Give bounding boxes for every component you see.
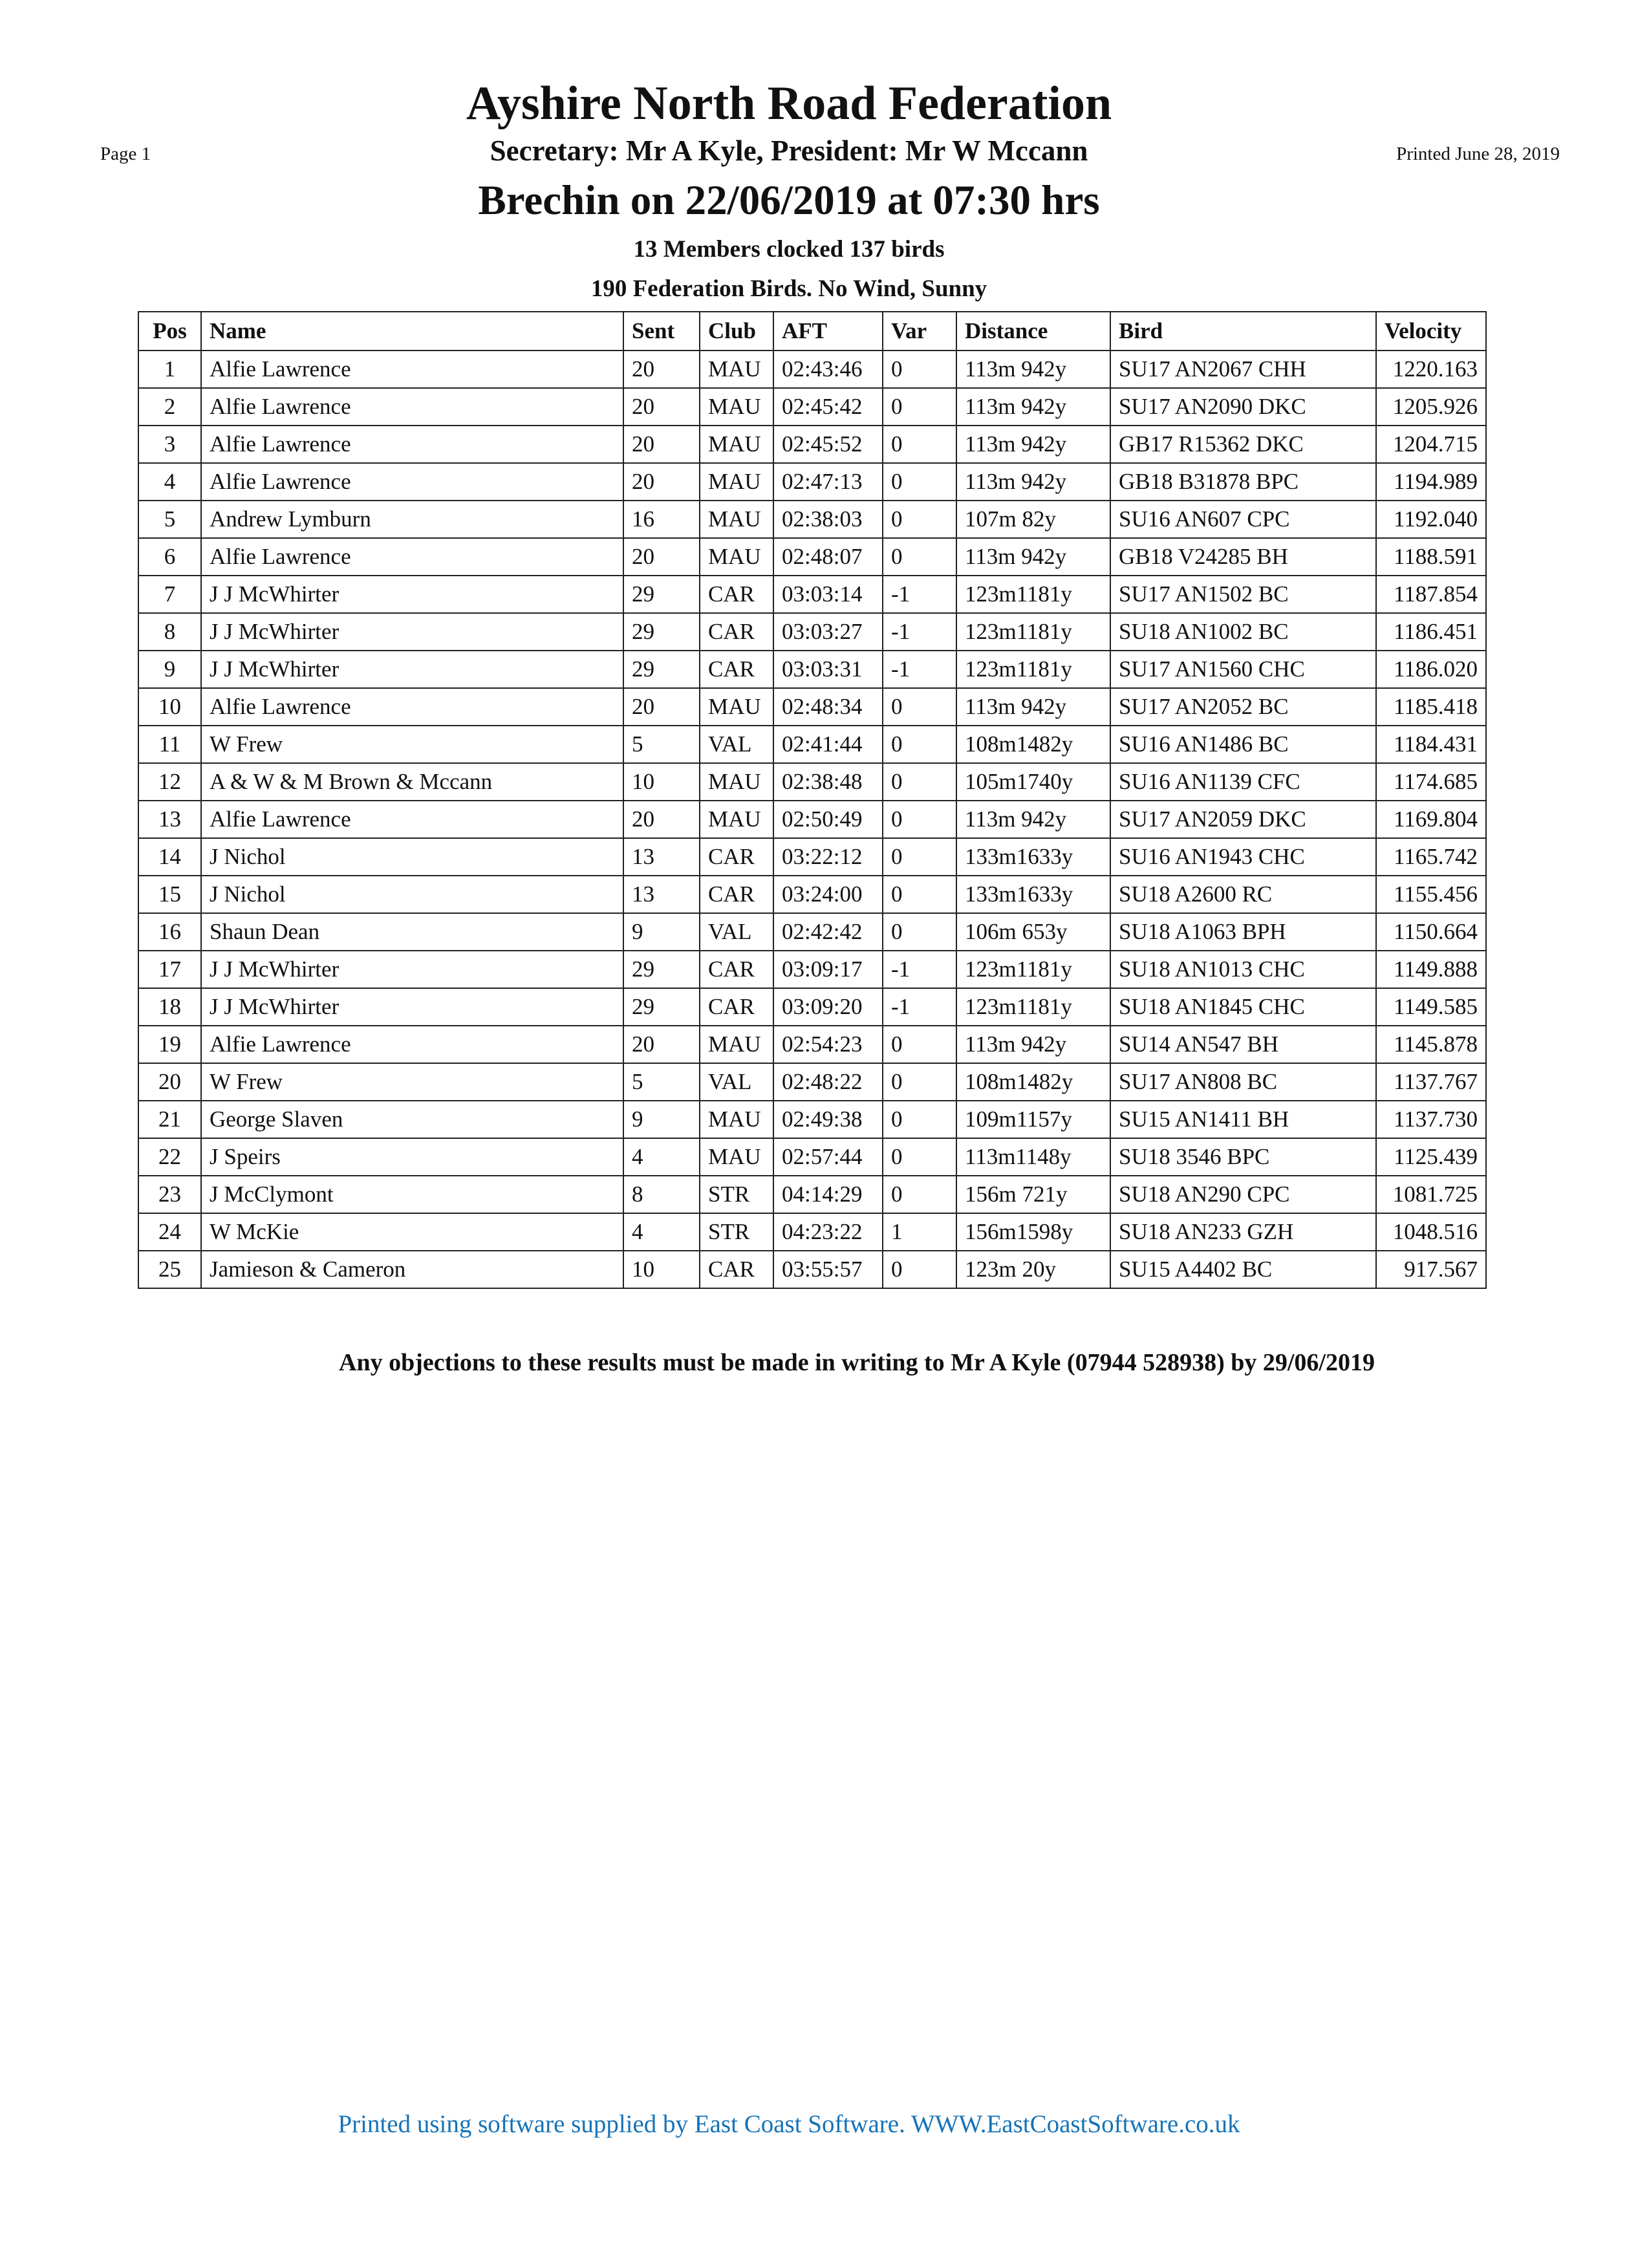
table-row: [138, 801, 1486, 838]
race-heading: Brechin on 22/06/2019 at 07:30 hrs: [478, 177, 1100, 224]
cell-distance: 156m1598y: [956, 1213, 1110, 1251]
cell-aft: 03:55:57: [773, 1251, 883, 1288]
cell-pos: 7: [138, 576, 201, 613]
cell-sent: 20: [623, 388, 700, 426]
cell-distance: 113m 942y: [956, 801, 1110, 838]
cell-distance: 133m1633y: [956, 838, 1110, 876]
cell-distance: 113m 942y: [956, 351, 1110, 388]
cell-var: 0: [883, 351, 956, 388]
cell-pos: 8: [138, 613, 201, 651]
cell-var: -1: [883, 651, 956, 688]
table-row: [138, 1176, 1486, 1213]
table-row: [138, 463, 1486, 501]
cell-distance: 109m1157y: [956, 1101, 1110, 1138]
cell-aft: 04:14:29: [773, 1176, 883, 1213]
cell-bird: SU14 AN547 BH: [1110, 1026, 1376, 1063]
cell-club: MAU: [700, 538, 773, 576]
cell-pos: 12: [138, 763, 201, 801]
cell-bird: SU16 AN1943 CHC: [1110, 838, 1376, 876]
table-row: [138, 1063, 1486, 1101]
cell-velocity: 1205.926: [1376, 388, 1486, 426]
table-header-row: [138, 312, 1486, 351]
cell-aft: 02:50:49: [773, 801, 883, 838]
cell-pos: 14: [138, 838, 201, 876]
column-header-distance: Distance: [956, 312, 1110, 351]
table-row: [138, 988, 1486, 1026]
cell-sent: 13: [623, 838, 700, 876]
cell-name: Jamieson & Cameron: [201, 1251, 623, 1288]
column-header-var: Var: [883, 312, 956, 351]
cell-velocity: 1149.585: [1376, 988, 1486, 1026]
results-body: [138, 351, 1486, 1288]
cell-bird: SU17 AN808 BC: [1110, 1063, 1376, 1101]
cell-velocity: 1186.020: [1376, 651, 1486, 688]
cell-name: George Slaven: [201, 1101, 623, 1138]
cell-bird: SU15 AN1411 BH: [1110, 1101, 1376, 1138]
cell-velocity: 1137.767: [1376, 1063, 1486, 1101]
column-header-sent: Sent: [623, 312, 700, 351]
cell-var: 0: [883, 463, 956, 501]
cell-club: MAU: [700, 463, 773, 501]
cell-distance: 156m 721y: [956, 1176, 1110, 1213]
cell-pos: 13: [138, 801, 201, 838]
cell-club: MAU: [700, 801, 773, 838]
cell-var: 0: [883, 913, 956, 951]
cell-name: J J McWhirter: [201, 951, 623, 988]
cell-bird: SU18 AN1013 CHC: [1110, 951, 1376, 988]
cell-sent: 20: [623, 426, 700, 463]
cell-bird: GB17 R15362 DKC: [1110, 426, 1376, 463]
cell-velocity: 1192.040: [1376, 501, 1486, 538]
cell-velocity: 1220.163: [1376, 351, 1486, 388]
cell-aft: 03:03:31: [773, 651, 883, 688]
cell-name: Alfie Lawrence: [201, 801, 623, 838]
cell-distance: 113m 942y: [956, 688, 1110, 726]
cell-name: J J McWhirter: [201, 651, 623, 688]
cell-pos: 10: [138, 688, 201, 726]
cell-bird: SU16 AN1139 CFC: [1110, 763, 1376, 801]
cell-var: 0: [883, 501, 956, 538]
cell-club: MAU: [700, 426, 773, 463]
cell-sent: 29: [623, 651, 700, 688]
cell-velocity: 917.567: [1376, 1251, 1486, 1288]
cell-aft: 03:22:12: [773, 838, 883, 876]
cell-velocity: 1150.664: [1376, 913, 1486, 951]
cell-distance: 106m 653y: [956, 913, 1110, 951]
cell-sent: 5: [623, 1063, 700, 1101]
cell-aft: 03:09:20: [773, 988, 883, 1026]
cell-var: 0: [883, 726, 956, 763]
cell-var: 1: [883, 1213, 956, 1251]
cell-club: MAU: [700, 688, 773, 726]
cell-sent: 5: [623, 726, 700, 763]
federation-birds-weather: 190 Federation Birds. No Wind, Sunny: [590, 275, 987, 302]
cell-name: A & W & M Brown & Mccann: [201, 763, 623, 801]
table-row: [138, 651, 1486, 688]
cell-bird: SU17 AN2052 BC: [1110, 688, 1376, 726]
cell-bird: SU18 AN1845 CHC: [1110, 988, 1376, 1026]
cell-var: 0: [883, 763, 956, 801]
cell-pos: 1: [138, 351, 201, 388]
cell-sent: 29: [623, 988, 700, 1026]
cell-pos: 4: [138, 463, 201, 501]
cell-bird: SU18 AN233 GZH: [1110, 1213, 1376, 1251]
cell-aft: 02:41:44: [773, 726, 883, 763]
cell-name: J Nichol: [201, 876, 623, 913]
cell-pos: 25: [138, 1251, 201, 1288]
members-clocked: 13 Members clocked 137 birds: [633, 236, 945, 263]
cell-name: Alfie Lawrence: [201, 688, 623, 726]
cell-velocity: 1204.715: [1376, 426, 1486, 463]
cell-distance: 123m1181y: [956, 988, 1110, 1026]
cell-aft: 02:49:38: [773, 1101, 883, 1138]
table-row: [138, 351, 1486, 388]
objections-notice: Any objections to these results must be made in writing to Mr A Kyle (07944 528938) by 29/06/2019: [339, 1349, 1375, 1376]
cell-distance: 113m 942y: [956, 388, 1110, 426]
cell-aft: 04:23:22: [773, 1213, 883, 1251]
cell-sent: 10: [623, 763, 700, 801]
cell-name: Alfie Lawrence: [201, 538, 623, 576]
table-row: [138, 763, 1486, 801]
cell-pos: 19: [138, 1026, 201, 1063]
cell-name: J McClymont: [201, 1176, 623, 1213]
cell-aft: 02:54:23: [773, 1026, 883, 1063]
cell-club: VAL: [700, 913, 773, 951]
table-row: [138, 1101, 1486, 1138]
cell-sent: 10: [623, 1251, 700, 1288]
cell-bird: SU15 A4402 BC: [1110, 1251, 1376, 1288]
cell-club: CAR: [700, 576, 773, 613]
cell-velocity: 1155.456: [1376, 876, 1486, 913]
cell-sent: 20: [623, 688, 700, 726]
cell-bird: SU17 AN2059 DKC: [1110, 801, 1376, 838]
cell-pos: 17: [138, 951, 201, 988]
cell-club: CAR: [700, 876, 773, 913]
cell-name: Alfie Lawrence: [201, 426, 623, 463]
cell-velocity: 1165.742: [1376, 838, 1486, 876]
table-row: [138, 1026, 1486, 1063]
cell-sent: 4: [623, 1213, 700, 1251]
cell-name: Alfie Lawrence: [201, 351, 623, 388]
column-header-aft: AFT: [773, 312, 883, 351]
cell-club: CAR: [700, 1251, 773, 1288]
cell-bird: SU18 AN290 CPC: [1110, 1176, 1376, 1213]
cell-name: W Frew: [201, 1063, 623, 1101]
cell-pos: 24: [138, 1213, 201, 1251]
cell-distance: 113m1148y: [956, 1138, 1110, 1176]
cell-club: STR: [700, 1213, 773, 1251]
table-row: [138, 538, 1486, 576]
cell-velocity: 1137.730: [1376, 1101, 1486, 1138]
cell-aft: 02:48:07: [773, 538, 883, 576]
cell-club: CAR: [700, 951, 773, 988]
cell-sent: 29: [623, 951, 700, 988]
cell-club: MAU: [700, 501, 773, 538]
cell-pos: 16: [138, 913, 201, 951]
cell-velocity: 1188.591: [1376, 538, 1486, 576]
cell-sent: 9: [623, 1101, 700, 1138]
cell-sent: 20: [623, 1026, 700, 1063]
cell-var: 0: [883, 876, 956, 913]
column-header-velocity: Velocity: [1376, 312, 1486, 351]
cell-name: J Speirs: [201, 1138, 623, 1176]
table-row: [138, 876, 1486, 913]
cell-aft: 02:57:44: [773, 1138, 883, 1176]
cell-aft: 02:38:03: [773, 501, 883, 538]
cell-distance: 123m1181y: [956, 651, 1110, 688]
cell-velocity: 1194.989: [1376, 463, 1486, 501]
cell-pos: 22: [138, 1138, 201, 1176]
cell-sent: 20: [623, 538, 700, 576]
cell-name: J Nichol: [201, 838, 623, 876]
cell-distance: 108m1482y: [956, 726, 1110, 763]
cell-pos: 23: [138, 1176, 201, 1213]
cell-distance: 123m 20y: [956, 1251, 1110, 1288]
cell-club: MAU: [700, 763, 773, 801]
cell-var: 0: [883, 688, 956, 726]
cell-pos: 15: [138, 876, 201, 913]
cell-pos: 18: [138, 988, 201, 1026]
cell-velocity: 1149.888: [1376, 951, 1486, 988]
cell-distance: 123m1181y: [956, 613, 1110, 651]
cell-velocity: 1185.418: [1376, 688, 1486, 726]
cell-name: Alfie Lawrence: [201, 463, 623, 501]
cell-name: J J McWhirter: [201, 613, 623, 651]
cell-bird: SU18 3546 BPC: [1110, 1138, 1376, 1176]
cell-club: VAL: [700, 726, 773, 763]
cell-bird: SU16 AN1486 BC: [1110, 726, 1376, 763]
cell-var: 0: [883, 538, 956, 576]
cell-bird: GB18 B31878 BPC: [1110, 463, 1376, 501]
cell-var: 0: [883, 801, 956, 838]
cell-velocity: 1184.431: [1376, 726, 1486, 763]
cell-var: 0: [883, 1176, 956, 1213]
cell-club: CAR: [700, 651, 773, 688]
cell-distance: 113m 942y: [956, 426, 1110, 463]
cell-var: 0: [883, 838, 956, 876]
column-header-pos: Pos: [138, 312, 201, 351]
cell-aft: 02:48:34: [773, 688, 883, 726]
software-credit: Printed using software supplied by East Coast Software. WWW.EastCoastSoftware.co.uk: [338, 2110, 1240, 2138]
cell-name: Alfie Lawrence: [201, 388, 623, 426]
cell-pos: 3: [138, 426, 201, 463]
column-header-name: Name: [201, 312, 623, 351]
table-row: [138, 576, 1486, 613]
cell-name: W McKie: [201, 1213, 623, 1251]
table-row: [138, 688, 1486, 726]
cell-var: 0: [883, 388, 956, 426]
results-table: [138, 311, 1487, 1289]
table-row: [138, 388, 1486, 426]
cell-club: MAU: [700, 1026, 773, 1063]
cell-aft: 03:03:14: [773, 576, 883, 613]
cell-sent: 29: [623, 576, 700, 613]
cell-club: VAL: [700, 1063, 773, 1101]
cell-aft: 03:03:27: [773, 613, 883, 651]
cell-var: 0: [883, 1251, 956, 1288]
cell-sent: 9: [623, 913, 700, 951]
cell-club: MAU: [700, 351, 773, 388]
cell-distance: 113m 942y: [956, 1026, 1110, 1063]
cell-bird: GB18 V24285 BH: [1110, 538, 1376, 576]
cell-velocity: 1174.685: [1376, 763, 1486, 801]
table-row: [138, 838, 1486, 876]
cell-velocity: 1187.854: [1376, 576, 1486, 613]
officials-line: Secretary: Mr A Kyle, President: Mr W Mccann: [490, 135, 1088, 167]
cell-velocity: 1186.451: [1376, 613, 1486, 651]
cell-club: CAR: [700, 613, 773, 651]
cell-var: 0: [883, 1101, 956, 1138]
cell-aft: 02:45:42: [773, 388, 883, 426]
table-row: [138, 1251, 1486, 1288]
cell-distance: 105m1740y: [956, 763, 1110, 801]
cell-velocity: 1169.804: [1376, 801, 1486, 838]
cell-name: J J McWhirter: [201, 576, 623, 613]
table-row: [138, 1213, 1486, 1251]
cell-sent: 8: [623, 1176, 700, 1213]
column-header-bird: Bird: [1110, 312, 1376, 351]
cell-var: 0: [883, 426, 956, 463]
cell-bird: SU18 AN1002 BC: [1110, 613, 1376, 651]
cell-var: -1: [883, 613, 956, 651]
cell-bird: SU17 AN2090 DKC: [1110, 388, 1376, 426]
cell-bird: SU17 AN1502 BC: [1110, 576, 1376, 613]
cell-name: Andrew Lymburn: [201, 501, 623, 538]
cell-distance: 123m1181y: [956, 576, 1110, 613]
cell-club: CAR: [700, 838, 773, 876]
cell-sent: 20: [623, 351, 700, 388]
page-number: Page 1: [100, 144, 151, 164]
cell-bird: SU17 AN1560 CHC: [1110, 651, 1376, 688]
cell-var: -1: [883, 951, 956, 988]
cell-sent: 20: [623, 463, 700, 501]
cell-aft: 02:45:52: [773, 426, 883, 463]
cell-name: Shaun Dean: [201, 913, 623, 951]
cell-distance: 108m1482y: [956, 1063, 1110, 1101]
cell-bird: SU18 A2600 RC: [1110, 876, 1376, 913]
cell-aft: 02:42:42: [773, 913, 883, 951]
printed-date: Printed June 28, 2019: [1396, 144, 1560, 164]
cell-var: 0: [883, 1063, 956, 1101]
cell-distance: 113m 942y: [956, 463, 1110, 501]
cell-velocity: 1145.878: [1376, 1026, 1486, 1063]
cell-club: MAU: [700, 1101, 773, 1138]
cell-distance: 107m 82y: [956, 501, 1110, 538]
cell-var: 0: [883, 1138, 956, 1176]
table-row: [138, 501, 1486, 538]
cell-aft: 02:38:48: [773, 763, 883, 801]
cell-sent: 4: [623, 1138, 700, 1176]
cell-pos: 20: [138, 1063, 201, 1101]
cell-bird: SU18 A1063 BPH: [1110, 913, 1376, 951]
cell-pos: 21: [138, 1101, 201, 1138]
cell-var: -1: [883, 988, 956, 1026]
column-header-club: Club: [700, 312, 773, 351]
cell-name: W Frew: [201, 726, 623, 763]
cell-aft: 02:43:46: [773, 351, 883, 388]
cell-var: 0: [883, 1026, 956, 1063]
table-row: [138, 913, 1486, 951]
cell-aft: 03:09:17: [773, 951, 883, 988]
cell-aft: 02:48:22: [773, 1063, 883, 1101]
cell-club: MAU: [700, 1138, 773, 1176]
cell-bird: SU16 AN607 CPC: [1110, 501, 1376, 538]
cell-aft: 03:24:00: [773, 876, 883, 913]
table-row: [138, 426, 1486, 463]
cell-var: -1: [883, 576, 956, 613]
cell-sent: 29: [623, 613, 700, 651]
cell-pos: 6: [138, 538, 201, 576]
cell-pos: 5: [138, 501, 201, 538]
cell-name: Alfie Lawrence: [201, 1026, 623, 1063]
cell-velocity: 1081.725: [1376, 1176, 1486, 1213]
cell-distance: 133m1633y: [956, 876, 1110, 913]
cell-club: STR: [700, 1176, 773, 1213]
cell-bird: SU17 AN2067 CHH: [1110, 351, 1376, 388]
cell-pos: 9: [138, 651, 201, 688]
cell-distance: 113m 942y: [956, 538, 1110, 576]
table-row: [138, 726, 1486, 763]
cell-pos: 11: [138, 726, 201, 763]
cell-aft: 02:47:13: [773, 463, 883, 501]
table-row: [138, 613, 1486, 651]
cell-club: CAR: [700, 988, 773, 1026]
cell-sent: 16: [623, 501, 700, 538]
cell-sent: 20: [623, 801, 700, 838]
cell-sent: 13: [623, 876, 700, 913]
cell-velocity: 1125.439: [1376, 1138, 1486, 1176]
cell-club: MAU: [700, 388, 773, 426]
cell-pos: 2: [138, 388, 201, 426]
cell-velocity: 1048.516: [1376, 1213, 1486, 1251]
federation-title: Ayshire North Road Federation: [466, 77, 1112, 130]
cell-distance: 123m1181y: [956, 951, 1110, 988]
table-row: [138, 951, 1486, 988]
cell-name: J J McWhirter: [201, 988, 623, 1026]
table-row: [138, 1138, 1486, 1176]
